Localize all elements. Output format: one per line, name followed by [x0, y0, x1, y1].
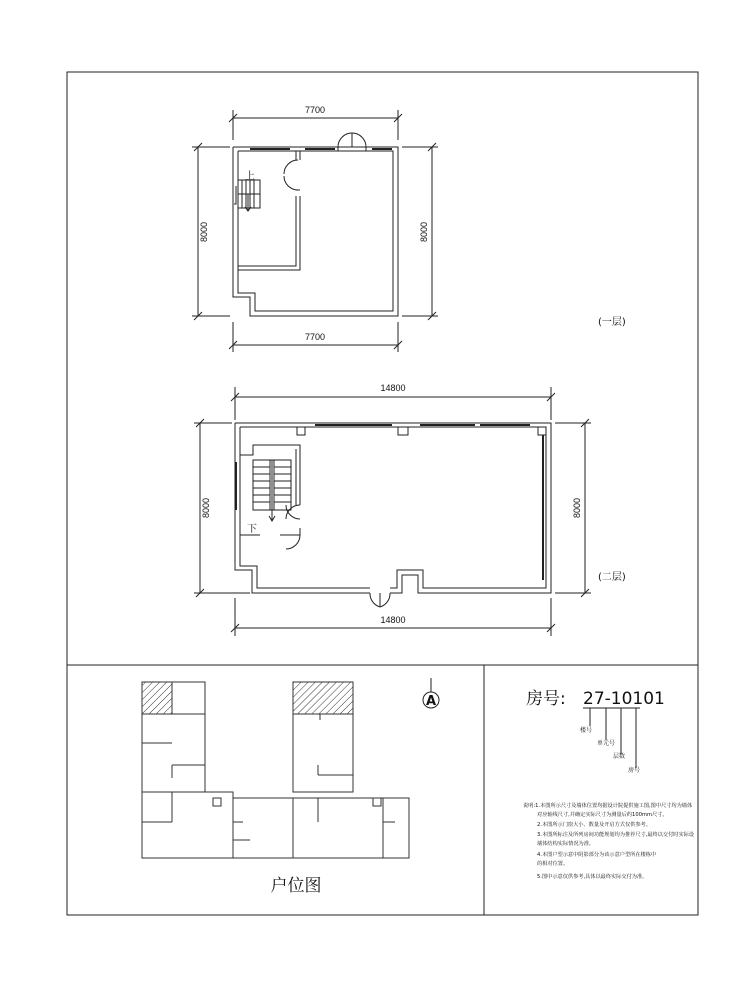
note-line: 墙体结构实际情况为准。 — [537, 841, 595, 847]
room-code-prefix: 房号: — [526, 689, 566, 709]
floor2-dim-right: 8000 — [572, 497, 582, 519]
note-line: 对应轴线尺寸,并确定实际尺寸为测量后约100mm尺寸。 — [537, 812, 668, 818]
floor2-dim-left: 8000 — [201, 497, 211, 519]
location-plan-right — [293, 682, 409, 858]
legend-unit: 单元号 — [597, 740, 616, 747]
floor1-dim-top: 7700 — [304, 105, 326, 115]
note-line: 说明:1.本图所示尺寸及墙体位置均据设计院提供施工图,图中尺寸均为墙体 — [523, 803, 693, 809]
note-line: 2.本图所示门窗大小、数量及开启方式仅供参考。 — [537, 822, 651, 828]
floor1-walls — [233, 147, 398, 316]
north-symbol: A — [425, 694, 437, 709]
note-line: 5.图中示意仅供参考,具体以最终实际交付为准。 — [537, 874, 648, 880]
floor1-dim-bottom: 7700 — [304, 332, 326, 342]
floor1-label: (一层) — [598, 317, 626, 328]
note-line: 3.本图所标注及所列房间功能规划均为推荐尺寸,最终以交付时实际设 — [537, 832, 695, 838]
floor2-doors — [286, 505, 390, 607]
floor2-dim-bottom: 14800 — [380, 615, 406, 625]
floor1-stair — [234, 180, 260, 211]
floor2-dimension-lines — [194, 387, 591, 636]
location-plan-title: 户位图 — [270, 876, 322, 896]
floor2-stair — [236, 460, 291, 521]
legend-room: 房号 — [628, 767, 641, 774]
floor1-dim-right: 8000 — [419, 221, 429, 243]
legend-floor: 层数 — [613, 753, 626, 760]
floor1-stair-label: 上 — [245, 171, 255, 182]
note-line: 的相对位置。 — [537, 861, 569, 867]
note-line: 4.本图户型示意中阴影部分为该示意户型所在楼栋中 — [537, 852, 657, 858]
floor1-plan — [192, 110, 438, 352]
legend-building: 楼号 — [580, 727, 593, 734]
location-plan-left — [142, 682, 409, 858]
floor2-walls — [235, 423, 551, 593]
floor1-entrance-door — [338, 133, 366, 151]
room-code-leaders — [583, 708, 640, 768]
sheet-frame — [67, 72, 698, 915]
notes-block — [523, 801, 695, 880]
floor1-dim-left: 8000 — [199, 221, 209, 243]
floor2-dim-top: 14800 — [380, 383, 406, 393]
floor1-interior-door — [284, 160, 298, 190]
floor2-stair-label: 下 — [247, 524, 257, 535]
floor2-label: (二层) — [598, 572, 626, 583]
floor2-plan — [194, 387, 591, 636]
room-code: 27-10101 — [583, 689, 665, 709]
